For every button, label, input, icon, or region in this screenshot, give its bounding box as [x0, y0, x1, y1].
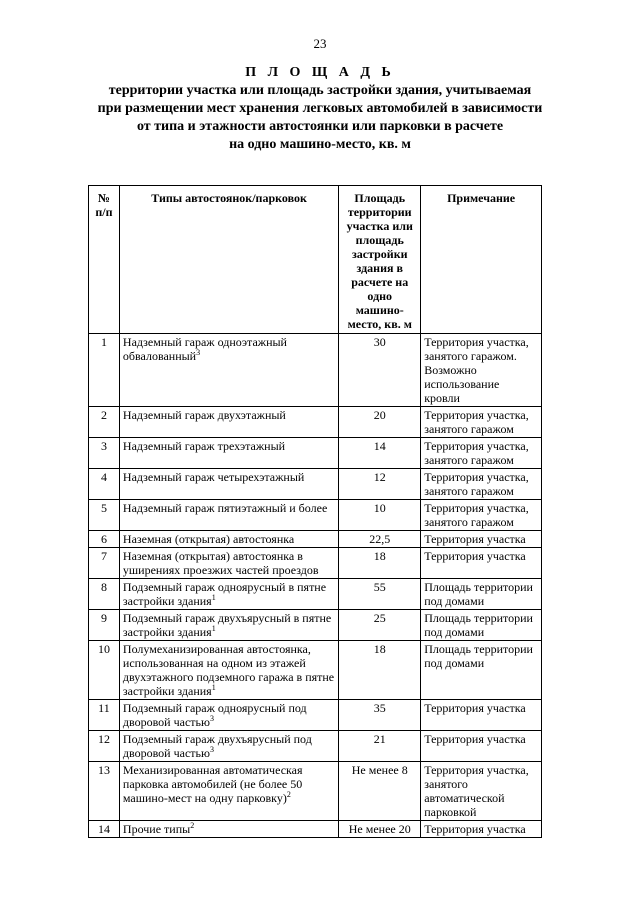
parking-type-text: Надземный гараж одноэтажный обвалованный: [122, 335, 287, 363]
row-number: 1: [89, 334, 120, 407]
note: Площадь территории под домами: [421, 579, 542, 610]
row-number: 9: [89, 610, 120, 641]
row-number: 4: [89, 469, 120, 500]
note: Территория участка, занятого гаражом. Возможно использование кровли: [421, 334, 542, 407]
page-number: 23: [313, 36, 327, 51]
footnote-mark: 3: [209, 714, 214, 723]
parking-type-text: Наземная (открытая) автостоянка: [122, 532, 295, 546]
area-value: 22,5: [339, 531, 421, 548]
note: Территория участка, занятого гаражом: [421, 469, 542, 500]
footnote-mark: 2: [286, 790, 291, 799]
header-area: Площадь территории участка или площадь застройки здания в расчете на одно машино-место, кв. м: [339, 186, 421, 334]
parking-type-text: Надземный гараж четырехэтажный: [122, 470, 305, 484]
parking-type: [119, 438, 338, 469]
footnote-mark: 1: [211, 683, 216, 692]
parking-type: [119, 500, 338, 531]
parking-type: [119, 821, 338, 838]
parking-type-text: Механизированная автоматическая парковка автомобилей (не более 50 машино-мест на одну парковку): [122, 763, 303, 805]
parking-type: [119, 700, 338, 731]
title-line: от типа и этажности автостоянки или парковки в расчете: [136, 119, 504, 134]
area-value: 18: [339, 641, 421, 700]
table-body: [89, 334, 542, 838]
area-value: 14: [339, 438, 421, 469]
parking-type-text: Подземный гараж двухъярусный под дворовой частью: [122, 732, 312, 760]
area-value: 21: [339, 731, 421, 762]
note: Территория участка, занятого гаражом: [421, 438, 542, 469]
table-row: [89, 531, 542, 548]
note: Территория участка: [421, 731, 542, 762]
title-line: на одно машино-место, кв. м: [229, 137, 411, 152]
area-value: 55: [339, 579, 421, 610]
area-value: 35: [339, 700, 421, 731]
table-row: [89, 438, 542, 469]
title-line: территории участка или площадь застройки здания, учитываемая: [108, 83, 532, 98]
parking-type-text: Подземный гараж одноярусный в пятне застройки здания: [122, 580, 327, 608]
parking-type-text: Подземный гараж двухъярусный в пятне застройки здания: [122, 611, 332, 639]
parking-type-text: Надземный гараж трехэтажный: [122, 439, 286, 453]
table-row: [89, 821, 542, 838]
note: Территория участка: [421, 548, 542, 579]
area-value: 18: [339, 548, 421, 579]
table-row: [89, 762, 542, 821]
row-number: 12: [89, 731, 120, 762]
note: Территория участка: [421, 821, 542, 838]
row-number: 5: [89, 500, 120, 531]
row-number: 14: [89, 821, 120, 838]
title-main: П Л О Щ А Д Ь: [245, 65, 395, 80]
parking-type: [119, 334, 338, 407]
parking-type-text: Полумеханизированная автостоянка, использованная на одном из этажей двухэтажного подземного гаража в пятне застройки здания: [122, 642, 335, 698]
area-value: Не менее 20: [339, 821, 421, 838]
area-value: 30: [339, 334, 421, 407]
parking-area-table: [88, 185, 542, 838]
footnote-mark: 2: [190, 821, 195, 830]
row-number: 11: [89, 700, 120, 731]
parking-type: [119, 610, 338, 641]
parking-type-text: Наземная (открытая) автостоянка в уширениях проезжих частей проездов: [122, 549, 319, 577]
parking-type: [119, 731, 338, 762]
area-value: 20: [339, 407, 421, 438]
row-number: 3: [89, 438, 120, 469]
header-note: Примечание: [421, 186, 542, 334]
note: Территория участка: [421, 700, 542, 731]
table-row: [89, 610, 542, 641]
area-value: 12: [339, 469, 421, 500]
document-title: [60, 64, 580, 154]
row-number: 2: [89, 407, 120, 438]
parking-type-text: Прочие типы: [122, 822, 191, 836]
note: Территория участка: [421, 531, 542, 548]
parking-type-text: Подземный гараж одноярусный под дворовой частью: [122, 701, 307, 729]
header-type: Типы автостоянок/парковок: [119, 186, 338, 334]
parking-type: [119, 407, 338, 438]
row-number: 13: [89, 762, 120, 821]
parking-type: [119, 469, 338, 500]
parking-type-text: Надземный гараж двухэтажный: [122, 408, 286, 422]
row-number: 10: [89, 641, 120, 700]
footnote-mark: 3: [209, 745, 214, 754]
table-row: [89, 579, 542, 610]
table-row: [89, 334, 542, 407]
table-row: [89, 641, 542, 700]
row-number: 6: [89, 531, 120, 548]
footnote-mark: 3: [196, 348, 201, 357]
parking-type-text: Надземный гараж пятиэтажный и более: [122, 501, 328, 515]
row-number: 8: [89, 579, 120, 610]
parking-type: [119, 579, 338, 610]
table-row: [89, 548, 542, 579]
footnote-mark: 1: [211, 624, 216, 633]
parking-type: [119, 762, 338, 821]
note: Площадь территории под домами: [421, 610, 542, 641]
area-value: 25: [339, 610, 421, 641]
area-value: 10: [339, 500, 421, 531]
table-row: [89, 407, 542, 438]
note: Площадь территории под домами: [421, 641, 542, 700]
table-header-row: [89, 186, 542, 334]
footnote-mark: 1: [211, 593, 216, 602]
note: Территория участка, занятого гаражом: [421, 407, 542, 438]
title-line: при размещении мест хранения легковых автомобилей в зависимости: [97, 101, 543, 116]
note: Территория участка, занятого гаражом: [421, 500, 542, 531]
table-row: [89, 469, 542, 500]
parking-type: [119, 548, 338, 579]
parking-type: [119, 641, 338, 700]
area-value: Не менее 8: [339, 762, 421, 821]
table-row: [89, 731, 542, 762]
row-number: 7: [89, 548, 120, 579]
table-row: [89, 700, 542, 731]
header-num: № п/п: [89, 186, 120, 334]
note: Территория участка, занятого автоматической парковкой: [421, 762, 542, 821]
parking-type: [119, 531, 338, 548]
table-row: [89, 500, 542, 531]
